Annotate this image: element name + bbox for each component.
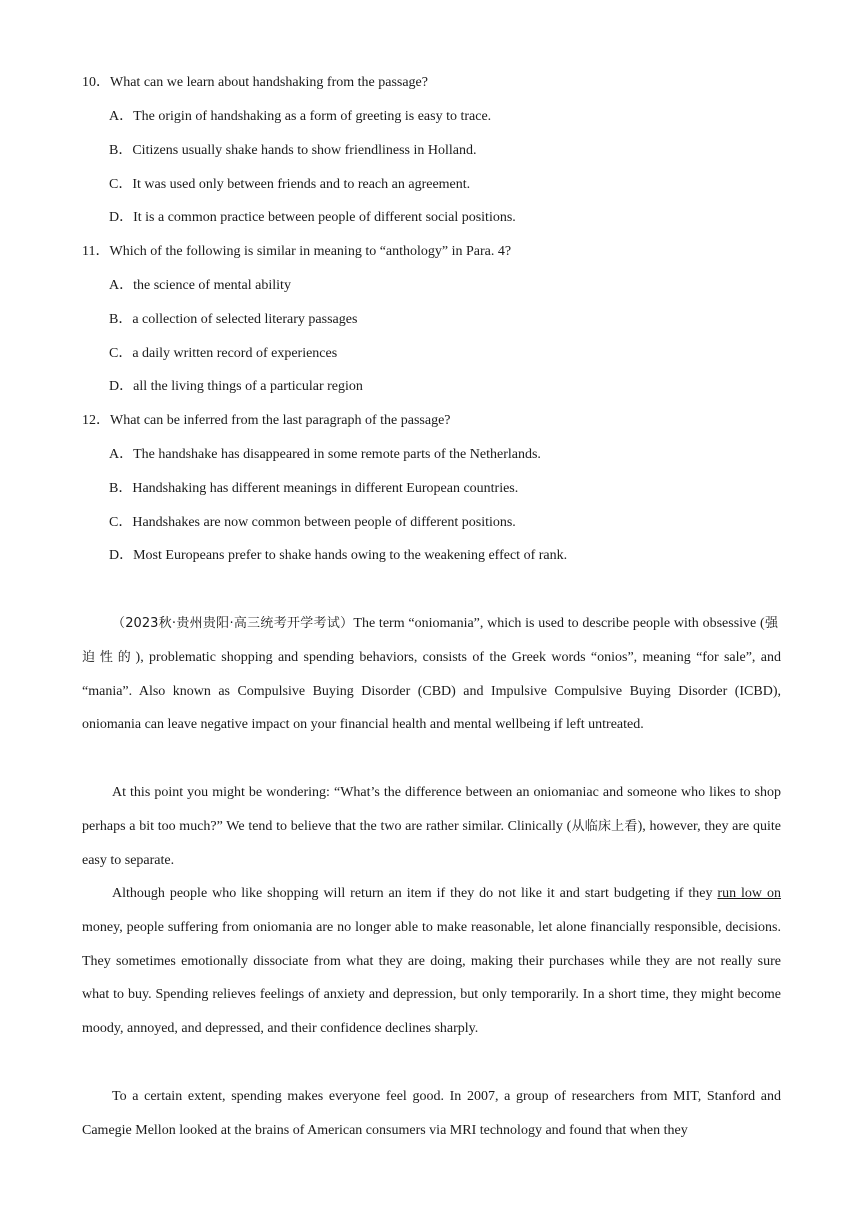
question-11-option-b: B．a collection of selected literary passages xyxy=(109,312,358,327)
question-12-option-a: A．The handshake has disappeared in some remote parts of the Netherlands. xyxy=(109,447,541,462)
passage-paragraph-4: To a certain extent, spending makes everyone feel good. In 2007, a group of researchers from MIT, Stanford and Camegie Mellon looked at the brains of American consumers via MRI technology and found that when they xyxy=(82,1089,781,1138)
passage-source: （2023秋·贵州贵阳·高三统考开学考试） xyxy=(112,616,354,631)
question-12-stem: 12．What can be inferred from the last paragraph of the passage? xyxy=(82,413,451,428)
question-12-option-b: B．Handshaking has different meanings in different European countries. xyxy=(109,481,519,496)
question-12-option-d: D．Most Europeans prefer to shake hands owing to the weakening effect of rank. xyxy=(109,548,568,563)
passage-paragraph-2: At this point you might be wondering: “What’s the difference between an oniomaniac and someone who likes to shop perhaps a bit too much?” We tend to believe that the two are rather similar. Clinically (从临床上看), however, they are quite easy to separate. xyxy=(82,785,781,868)
underlined-phrase: run low on xyxy=(717,886,781,901)
passage-paragraph-1: （2023秋·贵州贵阳·高三统考开学考试）The term “oniomania”, which is used to describe people with obsessive (强迫性的), problematic shopping and spending behaviors, consists of the Greek words “onios”, meaning “for sale”, and “mania”. Also known as Compulsive Buying Disorder (CBD) and Impulsive Compulsive Buying Disorder (ICBD), oniomania can leave negative impact on your financial health and mental wellbeing if left untreated. xyxy=(82,616,781,733)
question-11-option-a: A．the science of mental ability xyxy=(109,278,291,293)
question-10-option-c: C．It was used only between friends and to reach an agreement. xyxy=(109,177,471,192)
gloss-clinically: 从临床上看 xyxy=(571,818,638,834)
question-11-stem: 11．Which of the following is similar in meaning to “anthology” in Para. 4? xyxy=(82,244,512,259)
question-11-option-d: D．all the living things of a particular region xyxy=(109,379,363,394)
question-10-option-a: A．The origin of handshaking as a form of greeting is easy to trace. xyxy=(109,109,492,124)
question-10-option-d: D．It is a common practice between people of different social positions. xyxy=(109,210,516,225)
passage-paragraph-3: Although people who like shopping will return an item if they do not like it and start budgeting if they run low on money, people suffering from oniomania are no longer able to make reasonable, let alone financially responsible, decisions. They sometimes emotionally dissociate from what they are doing, making their purchases while they are not really sure what to buy. Spending relieves feelings of anxiety and depression, but only temporarily. In a short time, they might become moody, annoyed, and depressed, and their confidence declines sharply. xyxy=(82,886,781,1037)
question-12-option-c: C．Handshakes are now common between people of different positions. xyxy=(109,515,516,530)
question-10-stem: 10．What can we learn about handshaking from the passage? xyxy=(82,75,428,90)
question-11-option-c: C．a daily written record of experiences xyxy=(109,346,338,361)
gloss-obsessive: 强迫性的 xyxy=(82,616,781,665)
question-10-option-b: B．Citizens usually shake hands to show friendliness in Holland. xyxy=(109,143,477,158)
